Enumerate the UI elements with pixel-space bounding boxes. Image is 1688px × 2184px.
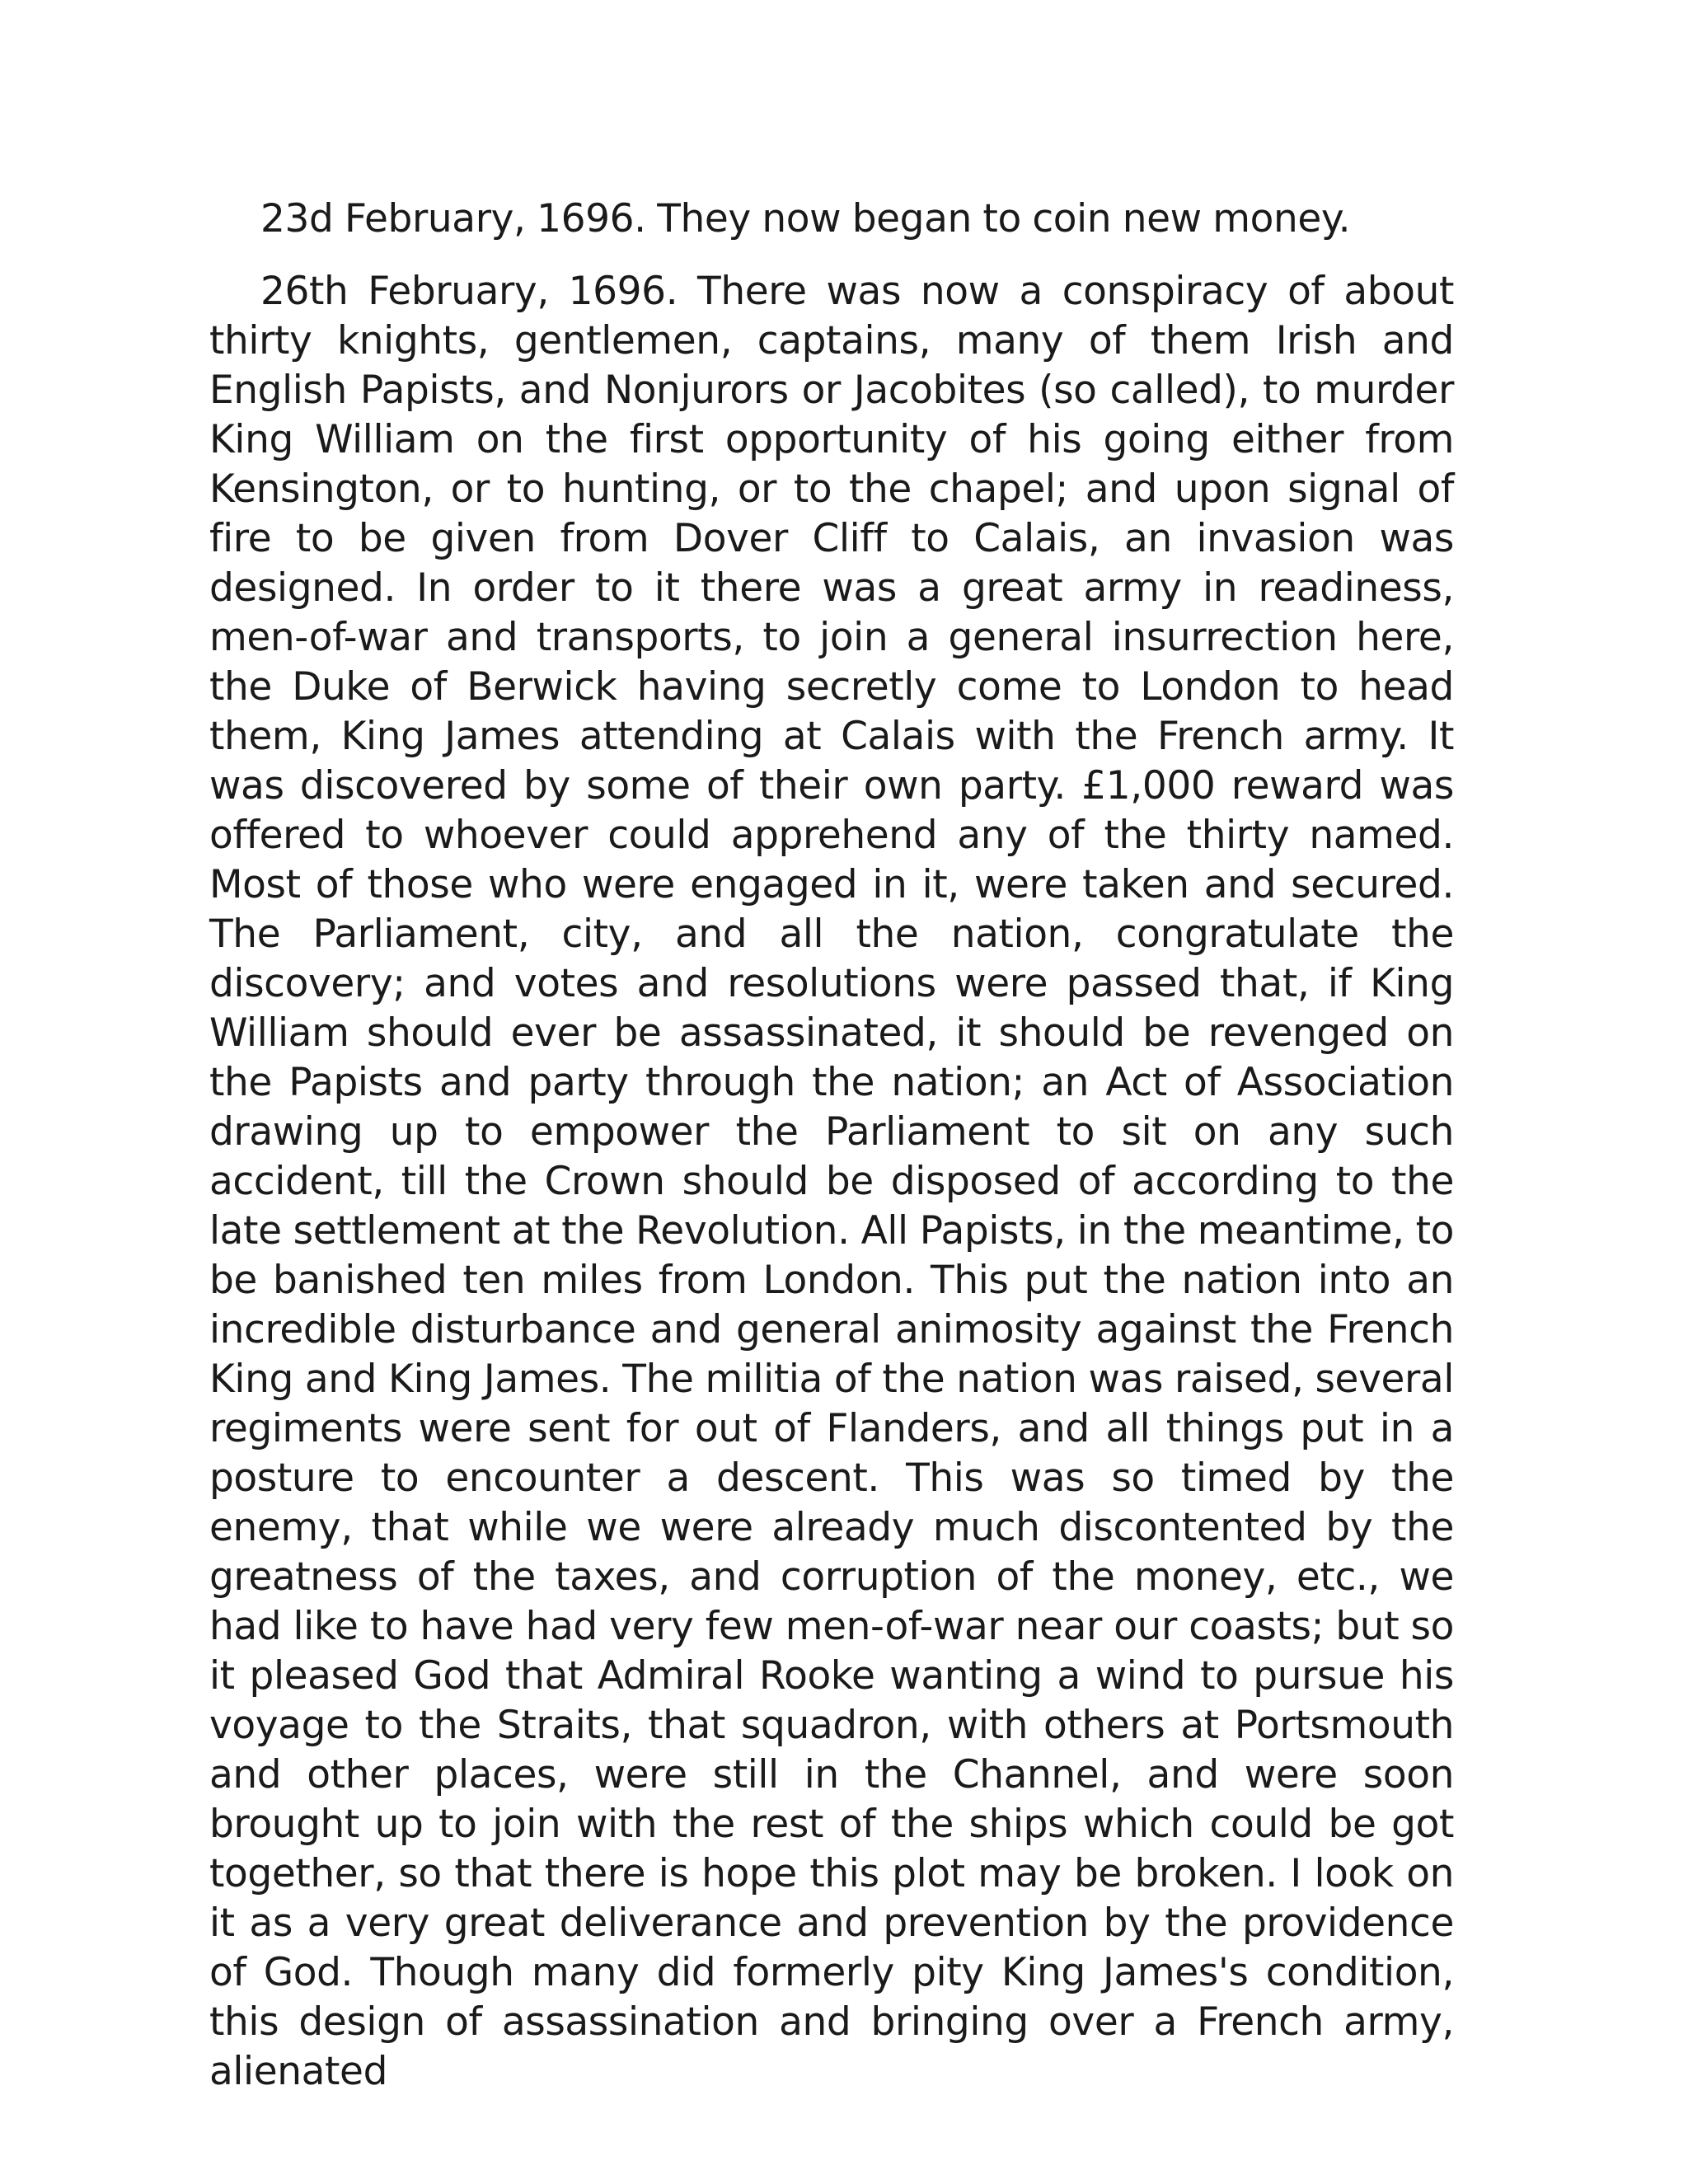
paragraph-conspiracy: 26th February, 1696. There was now a conspiracy of about thirty knights, gentlemen, captains, many of them Irish and English Papists, and Nonjurors or Jacobites (so called), to murder King William on the first opportunity of his going either from Kensington, or to hunting, or to the chapel; and upon signal of fire to be given from Dover Cliff to Calais, an invasion was designed. In order to it there was a great army in readiness, men-of-war and transports, to join a general insurrection here, the Duke of Berwick having secretly come to London to head them, King James attending at Calais with the French army. It was discovered by some of their own party. £1,000 reward was offered to whoever could apprehend any of the thirty named. Most of those who were engaged in it, were taken and secured. The Parliament, city, and all the nation, congratulate the discovery; and votes and resolutions were passed that, if King William should ever be assassinated, it should be revenged on the Papists and party through the nation; an Act of Association drawing up to empower the Parliament to sit on any such accident, till the Crown should be disposed of according to the late settlement at the Revolution. All Papists, in the meantime, to be banished ten miles from London. This put the nation into an incredible disturbance and general animosity against the French King and King James. The militia of the nation was raised, several regiments were sent for out of Flanders, and all things put in a posture to encounter a descent. This was so timed by the enemy, that while we were already much discontented by the greatness of the taxes, and corruption of the money, etc., we had like to have had very few men-of-war near our coasts; but so it pleased God that Admiral Rooke wanting a wind to pursue his voyage to the Straits, that squadron, with others at Portsmouth and other places, were still in the Channel, and were soon brought up to join with the rest of the ships which could be got together, so that there is hope this plot may be broken. I look on it as a very great deliverance and prevention by the providence of God. Though many did formerly pity King James's condition, this design of assassination and bringing over a French army, alienated: [209, 269, 1454, 2094]
paragraph-coinage: 23d February, 1696. They now began to coin new money.: [260, 196, 1351, 241]
document-page: [209, 194, 1454, 2120]
